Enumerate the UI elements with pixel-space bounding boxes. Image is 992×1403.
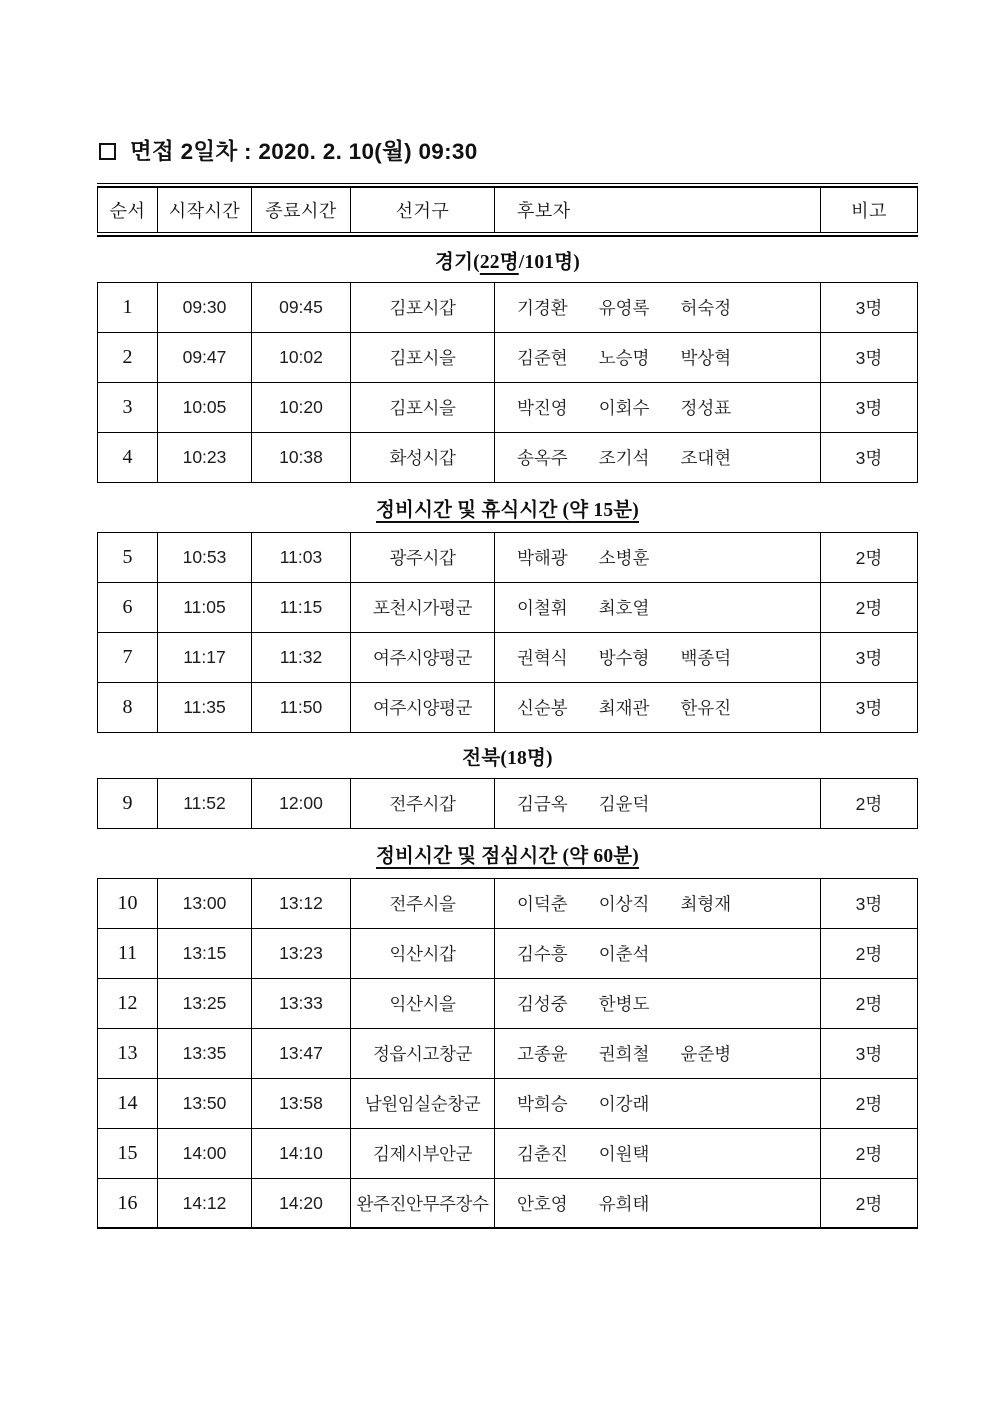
cell-end-time: 10:02: [252, 333, 351, 382]
section-title-part: 경기(: [435, 251, 480, 273]
section-title-part: /101명): [518, 251, 580, 273]
cell-start-time: 10:23: [158, 433, 252, 482]
candidate-name: 이강래: [598, 1094, 650, 1114]
cell-candidates: [495, 929, 821, 978]
cell-note: 3명: [821, 683, 918, 732]
table-row: [97, 433, 918, 483]
table-row: [97, 929, 918, 979]
cell-district: 완주진안무주장수: [351, 1179, 495, 1227]
cell-district: 익산시을: [351, 979, 495, 1028]
table-row: [97, 1129, 918, 1179]
candidate-name: 백종덕: [680, 648, 732, 668]
cell-candidates: [495, 433, 821, 482]
cell-end-time: 11:15: [252, 583, 351, 632]
checkbox-icon: [99, 143, 116, 160]
cell-district: 남원임실순창군: [351, 1079, 495, 1128]
cell-end-time: 13:33: [252, 979, 351, 1028]
candidate-name: 박희승: [517, 1094, 568, 1114]
table-row: [97, 283, 918, 333]
candidate-name: 최형재: [680, 894, 732, 914]
cell-start-time: 09:30: [158, 283, 252, 332]
cell-end-time: 10:38: [252, 433, 351, 482]
document-title: [99, 134, 478, 166]
cell-start-time: 13:15: [158, 929, 252, 978]
table-row: [97, 683, 918, 733]
candidate-name: 권희철: [598, 1044, 650, 1064]
candidate-name: 박해광: [517, 548, 568, 568]
cell-note: 3명: [821, 383, 918, 432]
cell-candidates: [495, 1079, 821, 1128]
cell-order: 15: [98, 1129, 158, 1178]
candidate-name: 김춘진: [517, 1144, 568, 1164]
cell-order: 5: [98, 533, 158, 582]
section-header-row: [97, 237, 918, 283]
cell-district: 포천시가평군: [351, 583, 495, 632]
cell-order: 8: [98, 683, 158, 732]
cell-end-time: 11:50: [252, 683, 351, 732]
cell-end-time: 14:20: [252, 1179, 351, 1227]
cell-district: 광주시갑: [351, 533, 495, 582]
cell-start-time: 09:47: [158, 333, 252, 382]
candidate-name: 윤준병: [680, 1044, 732, 1064]
candidate-name: 이회수: [598, 398, 650, 418]
cell-note: 3명: [821, 879, 918, 928]
cell-end-time: 13:23: [252, 929, 351, 978]
candidate-name: 조기석: [598, 448, 650, 468]
cell-candidates: [495, 683, 821, 732]
candidate-name: 한유진: [680, 698, 732, 718]
header-cell-candidates: 후보자: [495, 188, 821, 232]
candidate-name: 유희태: [598, 1193, 650, 1214]
candidate-name: 송옥주: [517, 448, 568, 468]
candidate-name: 한병도: [598, 994, 650, 1014]
header-cell-district: 선거구: [351, 188, 495, 232]
cell-order: 13: [98, 1029, 158, 1078]
cell-order: 11: [98, 929, 158, 978]
candidate-name: 정성표: [680, 398, 732, 418]
cell-district: 전주시갑: [351, 779, 495, 828]
table-row: [97, 979, 918, 1029]
table-row: [97, 583, 918, 633]
cell-start-time: 11:17: [158, 633, 252, 682]
cell-note: 2명: [821, 929, 918, 978]
cell-order: 12: [98, 979, 158, 1028]
cell-start-time: 10:05: [158, 383, 252, 432]
candidate-name: 김윤덕: [598, 794, 650, 814]
header-cell-start-time: 시작시간: [158, 188, 252, 232]
cell-district: 김포시갑: [351, 283, 495, 332]
table-header-row: [97, 188, 918, 232]
candidate-name: 박상혁: [680, 348, 732, 368]
cell-district: 여주시양평군: [351, 683, 495, 732]
candidate-name: 최재관: [598, 698, 650, 718]
cell-note: 3명: [821, 1029, 918, 1078]
cell-order: 9: [98, 779, 158, 828]
cell-start-time: 10:53: [158, 533, 252, 582]
schedule-table: [97, 183, 918, 1229]
cell-end-time: 09:45: [252, 283, 351, 332]
cell-note: 3명: [821, 333, 918, 382]
cell-candidates: [495, 879, 821, 928]
cell-start-time: 11:35: [158, 683, 252, 732]
cell-end-time: 11:03: [252, 533, 351, 582]
cell-start-time: 14:00: [158, 1129, 252, 1178]
cell-candidates: [495, 1029, 821, 1078]
cell-end-time: 10:20: [252, 383, 351, 432]
candidate-name: 조대현: [680, 448, 732, 468]
table-row: [97, 633, 918, 683]
table-row: [97, 779, 918, 829]
candidate-name: 이상직: [598, 894, 650, 914]
title-text: 면접 2일차 : 2020. 2. 10(월) 09:30: [130, 139, 478, 164]
cell-note: 2명: [821, 1179, 918, 1227]
cell-candidates: [495, 283, 821, 332]
cell-district: 정읍시고창군: [351, 1029, 495, 1078]
cell-start-time: 13:00: [158, 879, 252, 928]
candidate-name: 방수형: [598, 648, 650, 668]
table-row: [97, 1079, 918, 1129]
candidate-name: 김준현: [517, 348, 568, 368]
cell-end-time: 13:58: [252, 1079, 351, 1128]
cell-end-time: 13:47: [252, 1029, 351, 1078]
cell-start-time: 11:05: [158, 583, 252, 632]
cell-order: 1: [98, 283, 158, 332]
break-row: [97, 483, 918, 533]
cell-order: 2: [98, 333, 158, 382]
break-title: 정비시간 및 점심시간 (약 60분): [376, 845, 639, 867]
break-row: [97, 829, 918, 879]
candidate-name: 김수흥: [517, 944, 568, 964]
candidate-name: 이덕춘: [517, 894, 568, 914]
candidate-name: 최호열: [598, 598, 650, 618]
candidate-name: 이철휘: [517, 598, 568, 618]
cell-end-time: 11:32: [252, 633, 351, 682]
candidate-name: 기경환: [517, 298, 568, 318]
candidate-name: 허숙정: [680, 298, 732, 318]
header-cell-note: 비고: [821, 188, 918, 232]
candidate-name: 소병훈: [598, 548, 650, 568]
table-row: [97, 333, 918, 383]
candidate-name: 김금옥: [517, 794, 568, 814]
cell-note: 2명: [821, 583, 918, 632]
candidate-name: 신순봉: [517, 698, 568, 718]
candidate-name: 안호영: [517, 1193, 568, 1214]
section-title-underlined: 22명: [479, 251, 519, 273]
cell-start-time: 13:50: [158, 1079, 252, 1128]
cell-order: 16: [98, 1179, 158, 1227]
table-row: [97, 1179, 918, 1229]
break-title: 정비시간 및 휴식시간 (약 15분): [376, 499, 639, 521]
header-cell-order: 순서: [98, 188, 158, 232]
candidate-name: 이춘석: [598, 944, 650, 964]
cell-district: 화성시갑: [351, 433, 495, 482]
cell-end-time: 12:00: [252, 779, 351, 828]
cell-candidates: [495, 1129, 821, 1178]
cell-candidates: [495, 633, 821, 682]
candidate-name: 박진영: [517, 398, 568, 418]
cell-note: 2명: [821, 533, 918, 582]
cell-candidates: [495, 1179, 821, 1227]
cell-note: 2명: [821, 979, 918, 1028]
cell-order: 14: [98, 1079, 158, 1128]
cell-order: 4: [98, 433, 158, 482]
cell-district: 여주시양평군: [351, 633, 495, 682]
candidate-name: 이원택: [598, 1144, 650, 1164]
cell-note: 2명: [821, 1129, 918, 1178]
header-cell-end-time: 종료시간: [252, 188, 351, 232]
cell-order: 10: [98, 879, 158, 928]
cell-note: 3명: [821, 633, 918, 682]
cell-district: 전주시을: [351, 879, 495, 928]
candidate-name: 김성중: [517, 994, 568, 1014]
cell-start-time: 14:12: [158, 1179, 252, 1227]
candidate-name: 노승명: [598, 348, 650, 368]
candidate-name: 유영록: [598, 298, 650, 318]
candidate-name: 고종윤: [517, 1044, 568, 1064]
table-row: [97, 879, 918, 929]
cell-note: 3명: [821, 283, 918, 332]
cell-district: 김포시을: [351, 383, 495, 432]
cell-candidates: [495, 583, 821, 632]
cell-district: 김제시부안군: [351, 1129, 495, 1178]
cell-start-time: 13:35: [158, 1029, 252, 1078]
cell-district: 익산시갑: [351, 929, 495, 978]
cell-start-time: 11:52: [158, 779, 252, 828]
table-row: [97, 1029, 918, 1079]
candidate-name: 권혁식: [517, 648, 568, 668]
cell-candidates: [495, 979, 821, 1028]
cell-candidates: [495, 333, 821, 382]
cell-candidates: [495, 383, 821, 432]
cell-order: 7: [98, 633, 158, 682]
cell-candidates: [495, 779, 821, 828]
section-header-row: [97, 733, 918, 779]
table-row: [97, 533, 918, 583]
cell-district: 김포시을: [351, 333, 495, 382]
cell-note: 2명: [821, 1079, 918, 1128]
cell-order: 6: [98, 583, 158, 632]
section-title-part: 전북(18명): [462, 747, 553, 769]
cell-note: 3명: [821, 433, 918, 482]
cell-start-time: 13:25: [158, 979, 252, 1028]
cell-candidates: [495, 533, 821, 582]
cell-end-time: 13:12: [252, 879, 351, 928]
cell-order: 3: [98, 383, 158, 432]
cell-end-time: 14:10: [252, 1129, 351, 1178]
cell-note: 2명: [821, 779, 918, 828]
table-row: [97, 383, 918, 433]
